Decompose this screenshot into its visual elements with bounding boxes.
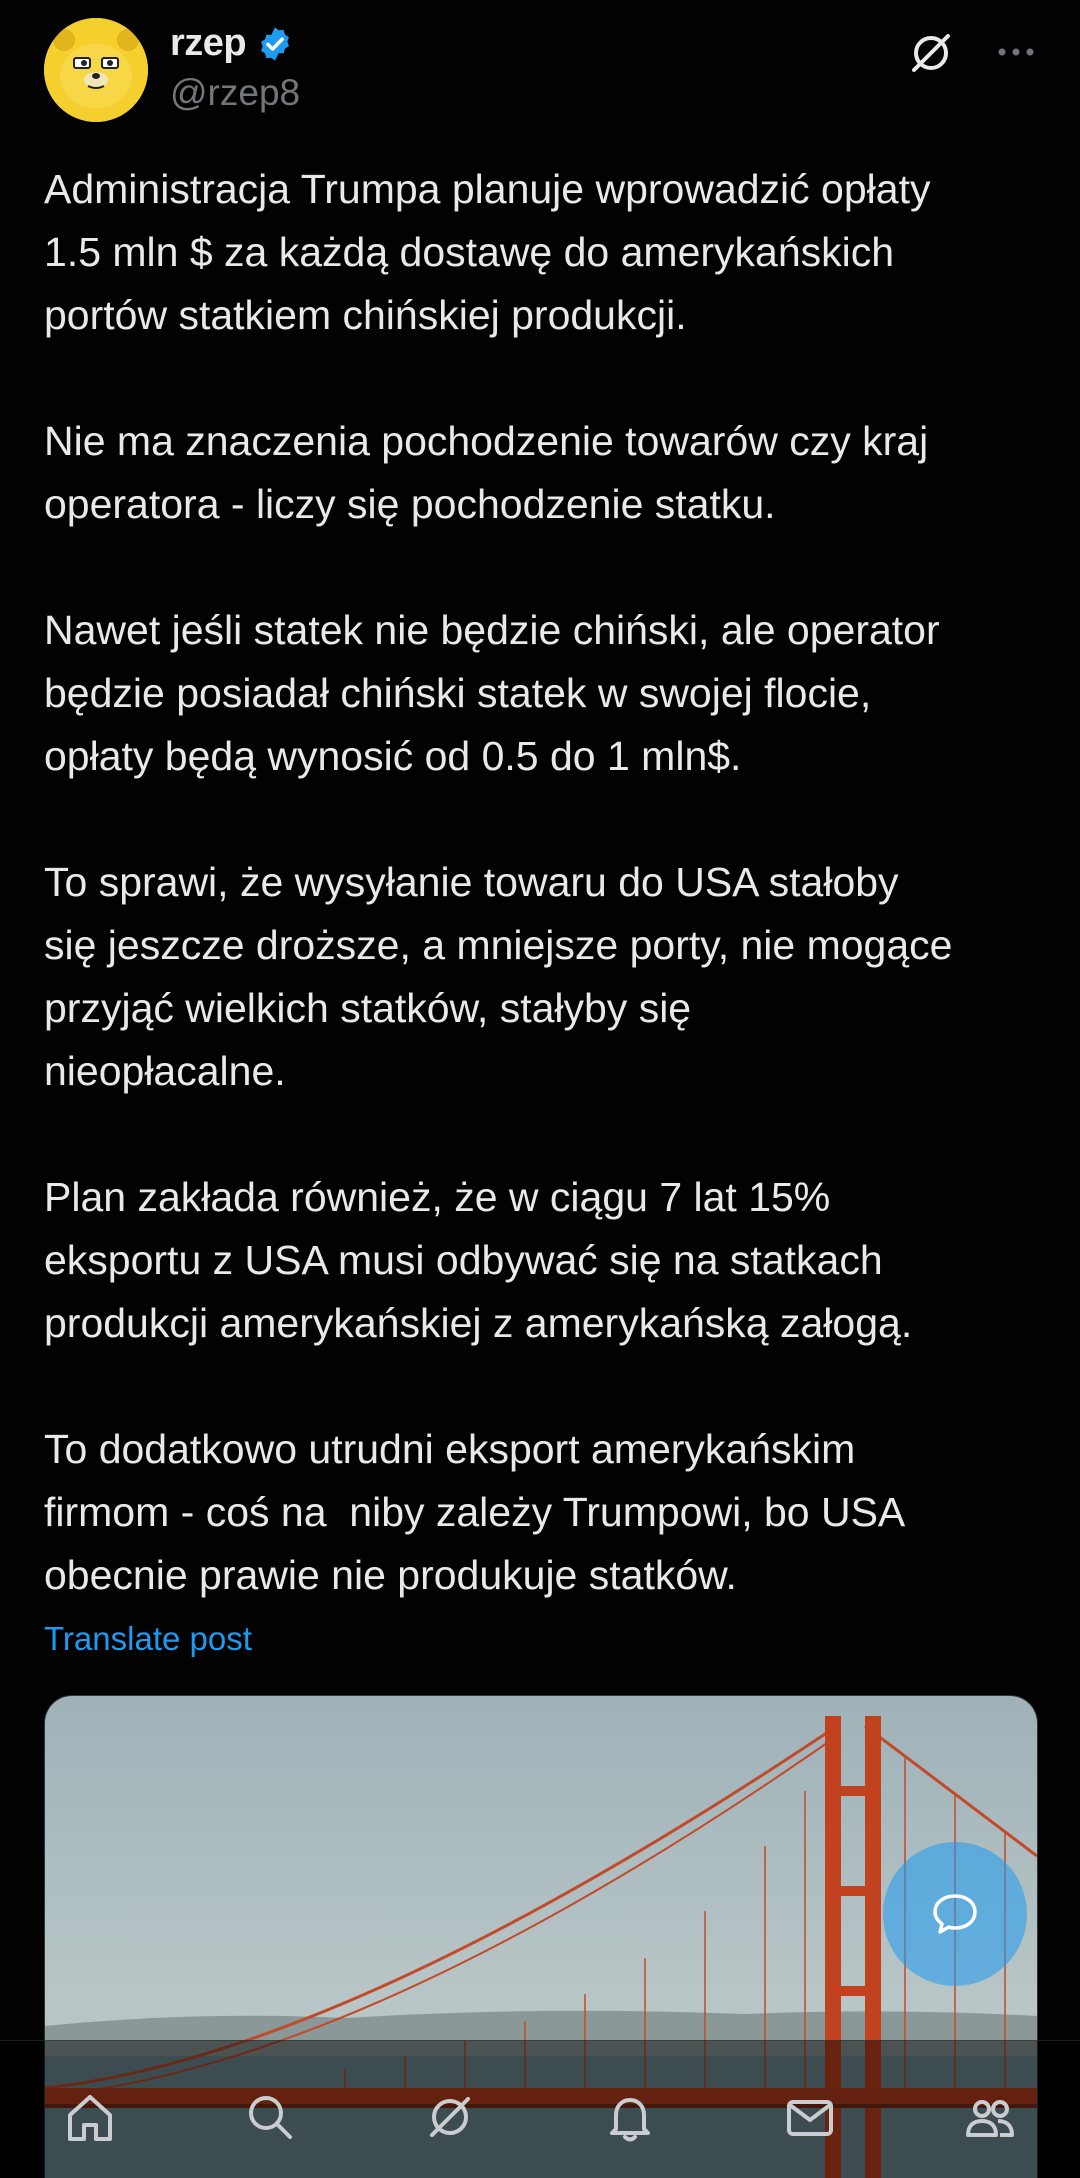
grok-icon <box>906 28 956 78</box>
nav-grok[interactable] <box>418 2085 482 2149</box>
compose-reply-button[interactable] <box>883 1842 1027 1986</box>
nav-notifications[interactable] <box>598 2085 662 2149</box>
author-handle[interactable]: @rzep8 <box>170 72 301 113</box>
messages-icon <box>780 2087 840 2147</box>
nav-search[interactable] <box>238 2085 302 2149</box>
bottom-navigation-bar <box>0 2040 1080 2178</box>
nav-home[interactable] <box>58 2085 122 2149</box>
author-display-name[interactable]: rzep <box>170 22 247 64</box>
more-dots-icon <box>990 30 1042 74</box>
nav-communities[interactable] <box>958 2085 1022 2149</box>
more-options-button[interactable] <box>990 30 1042 74</box>
notifications-icon <box>600 2087 660 2147</box>
home-icon <box>60 2087 120 2147</box>
nav-messages[interactable] <box>778 2085 842 2149</box>
communities-icon <box>960 2087 1020 2147</box>
translate-post-link[interactable]: Translate post <box>44 1620 252 1657</box>
speech-bubble-icon <box>925 1884 985 1944</box>
grok-icon <box>420 2087 480 2147</box>
verified-badge-icon <box>256 25 294 63</box>
search-icon <box>240 2087 300 2147</box>
avatar[interactable] <box>44 18 148 122</box>
bear-avatar-icon <box>44 18 148 122</box>
author-name-row[interactable] <box>170 22 294 65</box>
post-text: Administracja Trumpa planuje wprowadzić opłaty 1.5 mln $ za każdą dostawę do amerykańskich portów statkiem chińskiej produkcji. Nie ma znaczenia pochodzenie towarów czy kraj operatora - liczy się pochodzenie statku. Nawet jeśli statek nie będzie chiński, ale operator będzie posiadał chiński statek w swojej flocie, opłaty będą wynosić od 0.5 do 1 mln$. To sprawi, że wysyłanie towaru do USA stałoby się jeszcze droższe, a mniejsze porty, nie mogące przyjąć wielkich statków, stałyby się nieopłacalne. Plan zakłada również, że w ciągu 7 lat 15% eksportu z USA musi odbywać się na statkach produkcji amerykańskiej z amerykańską załogą. To dodatkowo utrudni eksport amerykańskim firmom - coś na niby zależy Trumpowi, bo USA obecnie prawie nie produkuje statków. <box>44 166 953 1598</box>
grok-button[interactable] <box>906 28 956 78</box>
